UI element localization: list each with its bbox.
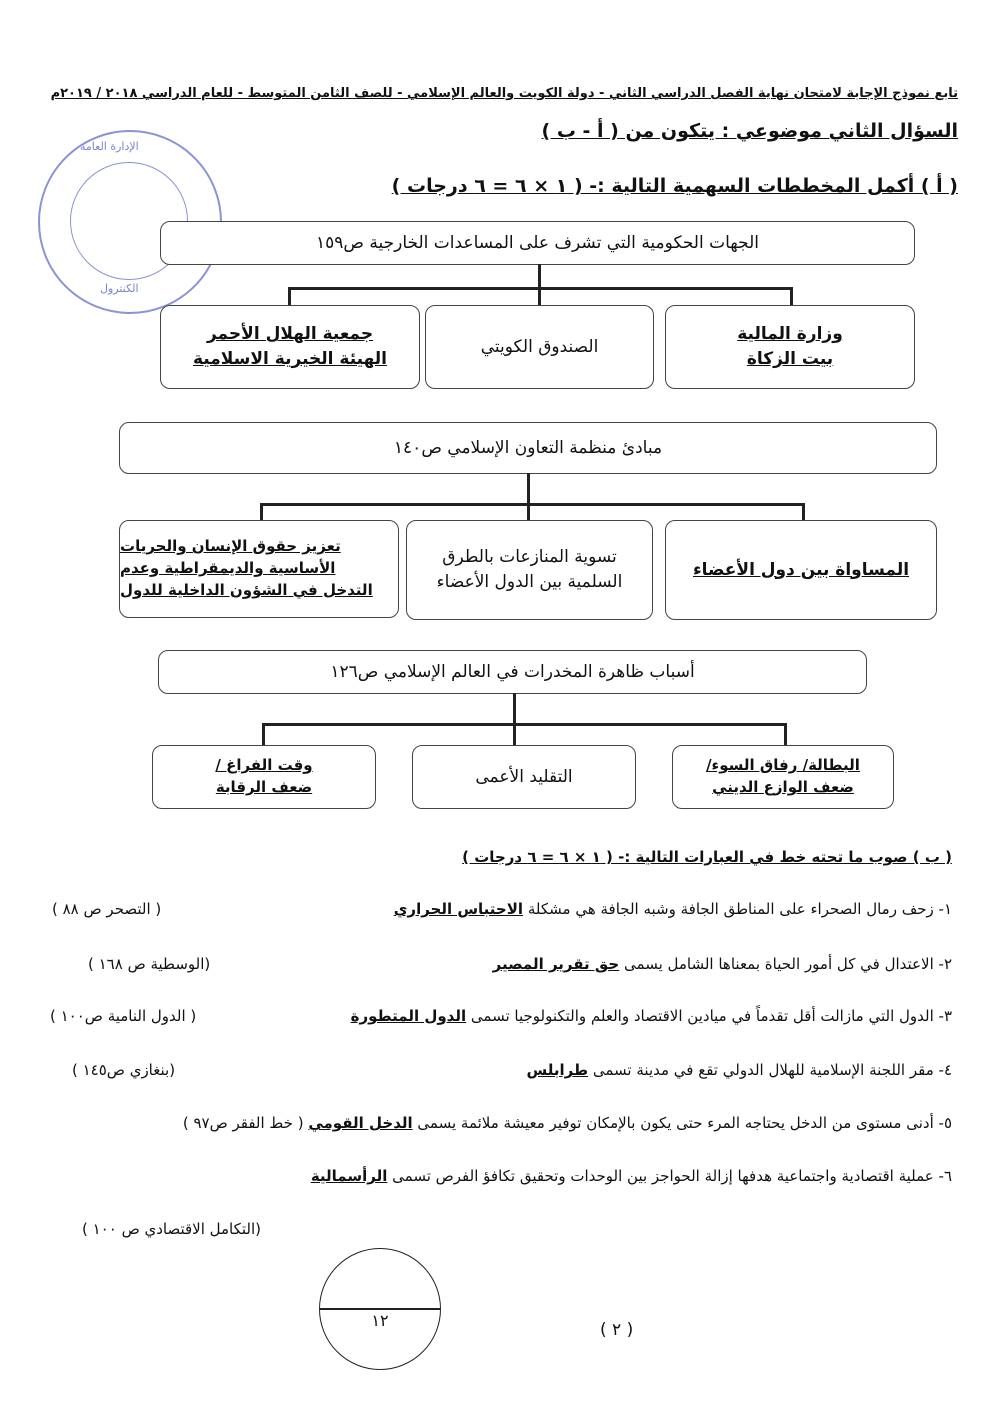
page-header: تابع نموذج الإجابة لامتحان نهاية الفصل الدراسي الثاني - دولة الكويت والعالم الإسلامي - للصف الثامن المتوسط - للعام الدراسي ٢٠١٨ / ٢٠١٩م [50,86,958,101]
part-a-title: ( أ ) أكمل المخططات السهمية التالية :- ( ١ × ٦ = ٦ درجات ) [391,175,958,197]
item-text: ٣- الدول التي مازالت أقل تقدماً في ميادين الاقتصاد والعلم والتكنولوجيا تسمى [470,1007,952,1025]
diagram-1-child-3 [160,305,420,389]
correction-item [311,1167,952,1185]
item-text: ٦- عملية اقتصادية واجتماعية هدفها إزالة الحواجز بين الوحدات وتحقيق تكافؤ الفرص تسمى [392,1167,952,1185]
child-line: التقليد الأعمى [475,766,573,787]
child-line: البطالة/ رفاق السوء/ [706,756,860,775]
child-line: الصندوق الكويتي [480,336,599,357]
correction-item [493,955,952,973]
diagram-1-child-2 [425,305,654,389]
child-line: جمعية الهلال الأحمر [206,324,374,345]
child-line: الهيئة الخيرية الاسلامية [193,349,388,369]
child-line: تعزيز حقوق الإنسان والحريات [120,537,341,556]
score-circle [319,1248,441,1370]
child-line: تسوية المنازعات بالطرق [442,547,617,568]
diagram-3-child-3 [152,745,376,809]
child-line: ضعف الرقابة [215,778,313,796]
underlined-term: الدول المتطورة [350,1007,467,1025]
correction-item [183,1114,952,1132]
diagram-1-child-1 [665,305,915,389]
child-line: بيت الزكاة [746,349,834,369]
item-answer: ( التصحر ص ٨٨ ) [52,900,162,918]
child-line: ضعف الوازع الديني [712,778,854,796]
page-number: ( ٢ ) [600,1320,634,1340]
root-text: أسباب ظاهرة المخدرات في العالم الإسلامي ص١٢٦ [330,661,695,682]
score-value: ١٢ [371,1311,389,1330]
diagram-3-child-1 [672,745,894,809]
child-line: وقت الفراغ / [215,756,313,775]
root-text: مبادئ منظمة التعاون الإسلامي ص١٤٠ [393,437,663,458]
diagram-3-child-2 [412,745,636,809]
diagram-3-root [158,650,867,694]
underlined-term: الدخل القومي [308,1114,413,1132]
child-line: التدخل في الشؤون الداخلية للدول [120,580,373,599]
diagram-2-child-1 [665,520,937,620]
diagram-2-child-3 [119,520,399,618]
child-line: وزارة المالية [737,324,843,345]
item-answer: (التكامل الاقتصادي ص ١٠٠ ) [82,1220,262,1238]
correction-item [351,1007,952,1025]
diagram-1-root [160,221,915,265]
item-answer: ( خط الفقر ص٩٧ ) [182,1114,304,1132]
correction-item [527,1061,952,1079]
official-stamp: الإدارة العامة الكنترول [38,130,222,314]
child-line: الأساسية والديمقراطية وعدم [120,559,336,578]
item-answer: ( الدول النامية ص١٠٠ ) [50,1007,197,1025]
diagram-2-child-2 [406,520,653,620]
item-text: ٤- مقر اللجنة الإسلامية للهلال الدولي تقع في مدينة تسمى [592,1061,952,1079]
underlined-term: حق تقرير المصير [492,955,620,973]
child-line: السلمية بين الدول الأعضاء [436,572,623,592]
item-text: ١- زحف رمال الصحراء على المناطق الجافة وشبه الجافة هي مشكلة [527,900,952,918]
correction-item [394,900,952,918]
underlined-term: الاحتباس الحراري [393,900,524,918]
diagram-2-root [119,422,937,474]
question-title: السؤال الثاني موضوعي : يتكون من ( أ - ب ) [541,120,958,142]
item-answer: (بنغازي ص١٤٥ ) [72,1061,176,1079]
underlined-term: الرأسمالية [310,1167,388,1185]
item-answer: (الوسطية ص ١٦٨ ) [88,955,211,973]
item-text: ٥- أدنى مستوى من الدخل يحتاجه المرء حتى يكون بالإمكان توفير معيشة ملائمة يسمى [417,1114,952,1132]
item-text: ٢- الاعتدال في كل أمور الحياة بمعناها الشامل يسمى [624,955,952,973]
underlined-term: طرابلس [526,1061,589,1079]
child-line: المساواة بين دول الأعضاء [692,559,910,580]
part-b-title: ( ب ) صوب ما تحته خط في العبارات التالية :- ( ١ × ٦ = ٦ درجات ) [462,848,952,866]
root-text: الجهات الحكومية التي تشرف على المساعدات الخارجية ص١٥٩ [316,232,760,253]
